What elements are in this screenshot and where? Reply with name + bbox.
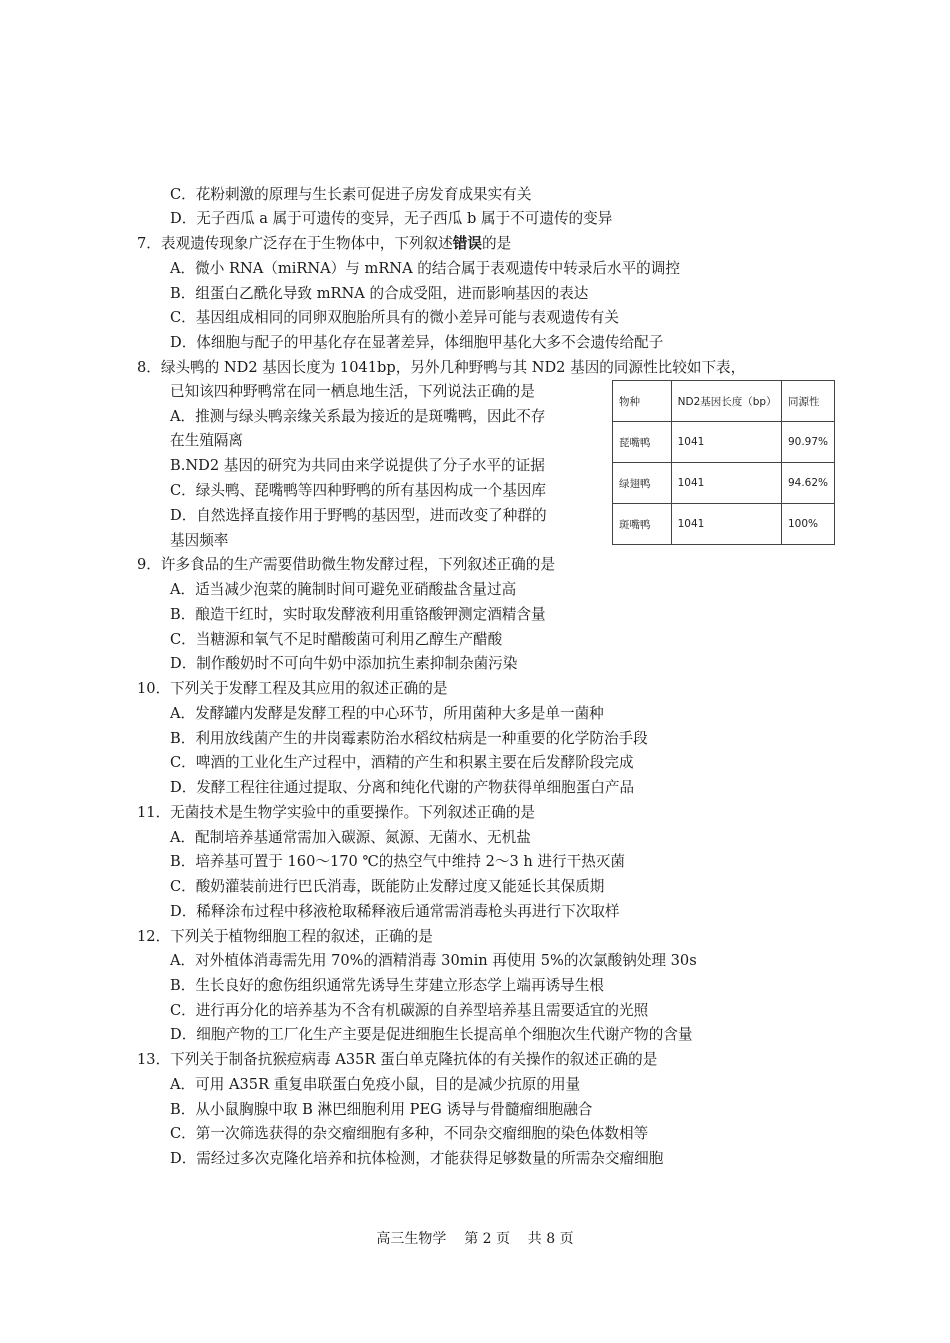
q6-option-c: C．花粉刺激的原理与生长素可促进子房发育成果实有关 bbox=[170, 186, 532, 203]
q10-option-d: D．发酵工程往往通过提取、分离和纯化代谢的产物获得单细胞蛋白产品 bbox=[170, 779, 635, 796]
table-row bbox=[613, 504, 835, 545]
q12-option-d: D．细胞产物的工厂化生产主要是促进细胞生长提高单个细胞次生代谢产物的含量 bbox=[170, 1026, 693, 1043]
q10-option-c: C．啤酒的工业化生产过程中，酒精的产生和积累主要在后发酵阶段完成 bbox=[170, 754, 634, 771]
q13-option-a: A．可用 A35R 重复串联蛋白免疫小鼠，目的是减少抗原的用量 bbox=[170, 1076, 581, 1093]
table-header-length: ND2基因长度（bp） bbox=[671, 381, 781, 422]
q7-stem-emphasis: 错误 bbox=[452, 235, 482, 252]
q8-option-b: B.ND2 基因的研究为共同由来学说提供了分子水平的证据 bbox=[170, 457, 545, 474]
table-cell-species: 琵嘴鸭 bbox=[613, 422, 672, 463]
q8-option-a-line2: 在生殖隔离 bbox=[170, 432, 243, 449]
q12-stem-text: 下列关于植物细胞工程的叙述，正确的是 bbox=[170, 928, 433, 945]
q8-option-d-line1: D．自然选择直接作用于野鸭的基因型，进而改变了种群的 bbox=[170, 507, 547, 524]
q8-stem-text1: 绿头鸭的 ND2 基因长度为 1041bp，另外几种野鸭与其 ND2 基因的同源性比较如下表， bbox=[160, 359, 746, 376]
q8-option-d-line2: 基因频率 bbox=[170, 532, 229, 549]
q11-stem-text: 无菌技术是生物学实验中的重要操作。下列叙述正确的是 bbox=[170, 804, 536, 821]
q13-number: 13． bbox=[137, 1051, 171, 1068]
q7-stem bbox=[137, 232, 511, 256]
q7-stem-pre: 表观遗传现象广泛存在于生物体中，下列叙述 bbox=[160, 235, 453, 252]
q11-option-d: D．稀释涂布过程中移液枪取稀释液后通常需消毒枪头再进行下次取样 bbox=[170, 903, 620, 920]
q11-number: 11． bbox=[137, 804, 171, 821]
q13-stem-text: 下列关于制备抗猴痘病毒 A35R 蛋白单克隆抗体的有关操作的叙述正确的是 bbox=[170, 1051, 658, 1068]
q7-number: 7． bbox=[137, 235, 161, 252]
q8-number: 8． bbox=[137, 359, 161, 376]
q11-option-a: A．配制培养基通常需加入碳源、氮源、无菌水、无机盐 bbox=[170, 829, 531, 846]
table-cell-homology: 94.62% bbox=[781, 463, 834, 504]
q8-stem-line1 bbox=[137, 356, 745, 380]
table-header-species: 物种 bbox=[613, 381, 672, 422]
table-cell-length: 1041 bbox=[671, 463, 781, 504]
table-cell-length: 1041 bbox=[671, 422, 781, 463]
q7-option-a: A．微小 RNA（miRNA）与 mRNA 的结合属于表观遗传中转录后水平的调控 bbox=[170, 260, 680, 277]
q12-option-b: B．生长良好的愈伤组织通常先诱导生芽建立形态学上端再诱导生根 bbox=[170, 977, 604, 994]
table-cell-length: 1041 bbox=[671, 504, 781, 545]
q8-option-c: C．绿头鸭、琵嘴鸭等四种野鸭的所有基因构成一个基因库 bbox=[170, 482, 547, 499]
q12-number: 12． bbox=[137, 928, 171, 945]
q12-option-c: C．进行再分化的培养基为不含有机碳源的自养型培养基且需要适宜的光照 bbox=[170, 1002, 649, 1019]
q12-option-a: A．对外植体消毒需先用 70%的酒精消毒 30min 再使用 5%的次氯酸钠处理 30s bbox=[170, 952, 697, 969]
q10-option-a: A．发酵罐内发酵是发酵工程的中心环节，所用菌种大多是单一菌种 bbox=[170, 705, 604, 722]
q10-option-b: B．利用放线菌产生的井岗霉素防治水稻纹枯病是一种重要的化学防治手段 bbox=[170, 730, 648, 747]
q10-stem bbox=[137, 677, 447, 701]
table-cell-species: 绿翅鸭 bbox=[613, 463, 672, 504]
q11-stem bbox=[137, 801, 535, 825]
table-row bbox=[613, 422, 835, 463]
q13-option-c: C．第一次筛选获得的杂交瘤细胞有多种，不同杂交瘤细胞的染色体数相等 bbox=[170, 1125, 649, 1142]
q9-option-d: D．制作酸奶时不可向牛奶中添加抗生素抑制杂菌污染 bbox=[170, 655, 518, 672]
q9-stem bbox=[137, 553, 555, 577]
q7-option-c: C．基因组成相同的同卵双胞胎所具有的微小差异可能与表观遗传有关 bbox=[170, 309, 619, 326]
table-row bbox=[613, 463, 835, 504]
q13-option-b: B．从小鼠胸腺中取 B 淋巴细胞利用 PEG 诱导与骨髓瘤细胞融合 bbox=[170, 1101, 593, 1118]
q9-option-c: C．当糖源和氧气不足时醋酸菌可利用乙醇生产醋酸 bbox=[170, 631, 503, 648]
q13-option-d: D．需经过多次克隆化培养和抗体检测，才能获得足够数量的所需杂交瘤细胞 bbox=[170, 1150, 664, 1167]
table-cell-species: 斑嘴鸭 bbox=[613, 504, 672, 545]
q9-number: 9． bbox=[137, 556, 161, 573]
q10-number: 10． bbox=[137, 680, 171, 697]
q8-option-a-line1: A．推测与绿头鸭亲缘关系最为接近的是斑嘴鸭，因此不存 bbox=[170, 408, 546, 425]
table-header-row bbox=[613, 381, 835, 422]
q7-option-d: D．体细胞与配子的甲基化存在显著差异，体细胞甲基化大多不会遗传给配子 bbox=[170, 334, 664, 351]
q6-option-d: D．无子西瓜 a 属于可遗传的变异，无子西瓜 b 属于不可遗传的变异 bbox=[170, 210, 613, 227]
q11-option-c: C．酸奶灌装前进行巴氏消毒，既能防止发酵过度又能延长其保质期 bbox=[170, 878, 605, 895]
q13-stem bbox=[137, 1048, 657, 1072]
page-footer: 高三生物学 第 2 页 共 8 页 bbox=[376, 1231, 574, 1247]
q10-stem-text: 下列关于发酵工程及其应用的叙述正确的是 bbox=[170, 680, 448, 697]
table-header-homology: 同源性 bbox=[781, 381, 834, 422]
q8-stem-line2: 已知该四种野鸭常在同一栖息地生活，下列说法正确的是 bbox=[170, 383, 535, 400]
table-cell-homology: 90.97% bbox=[781, 422, 834, 463]
q11-option-b: B．培养基可置于 160～170 ℃的热空气中维持 2～3 h 进行干热灭菌 bbox=[170, 853, 625, 870]
q7-stem-post: 的是 bbox=[481, 235, 512, 252]
table-cell-homology: 100% bbox=[781, 504, 834, 545]
nd2-homology-table bbox=[612, 380, 835, 545]
q9-stem-text: 许多食品的生产需要借助微生物发酵过程，下列叙述正确的是 bbox=[160, 556, 555, 573]
q7-option-b: B．组蛋白乙酰化导致 mRNA 的合成受阻，进而影响基因的表达 bbox=[170, 285, 589, 302]
q12-stem bbox=[137, 925, 433, 949]
q9-option-b: B．酿造干红时，实时取发酵液利用重铬酸钾测定酒精含量 bbox=[170, 606, 546, 623]
q9-option-a: A．适当减少泡菜的腌制时间可避免亚硝酸盐含量过高 bbox=[170, 581, 517, 598]
